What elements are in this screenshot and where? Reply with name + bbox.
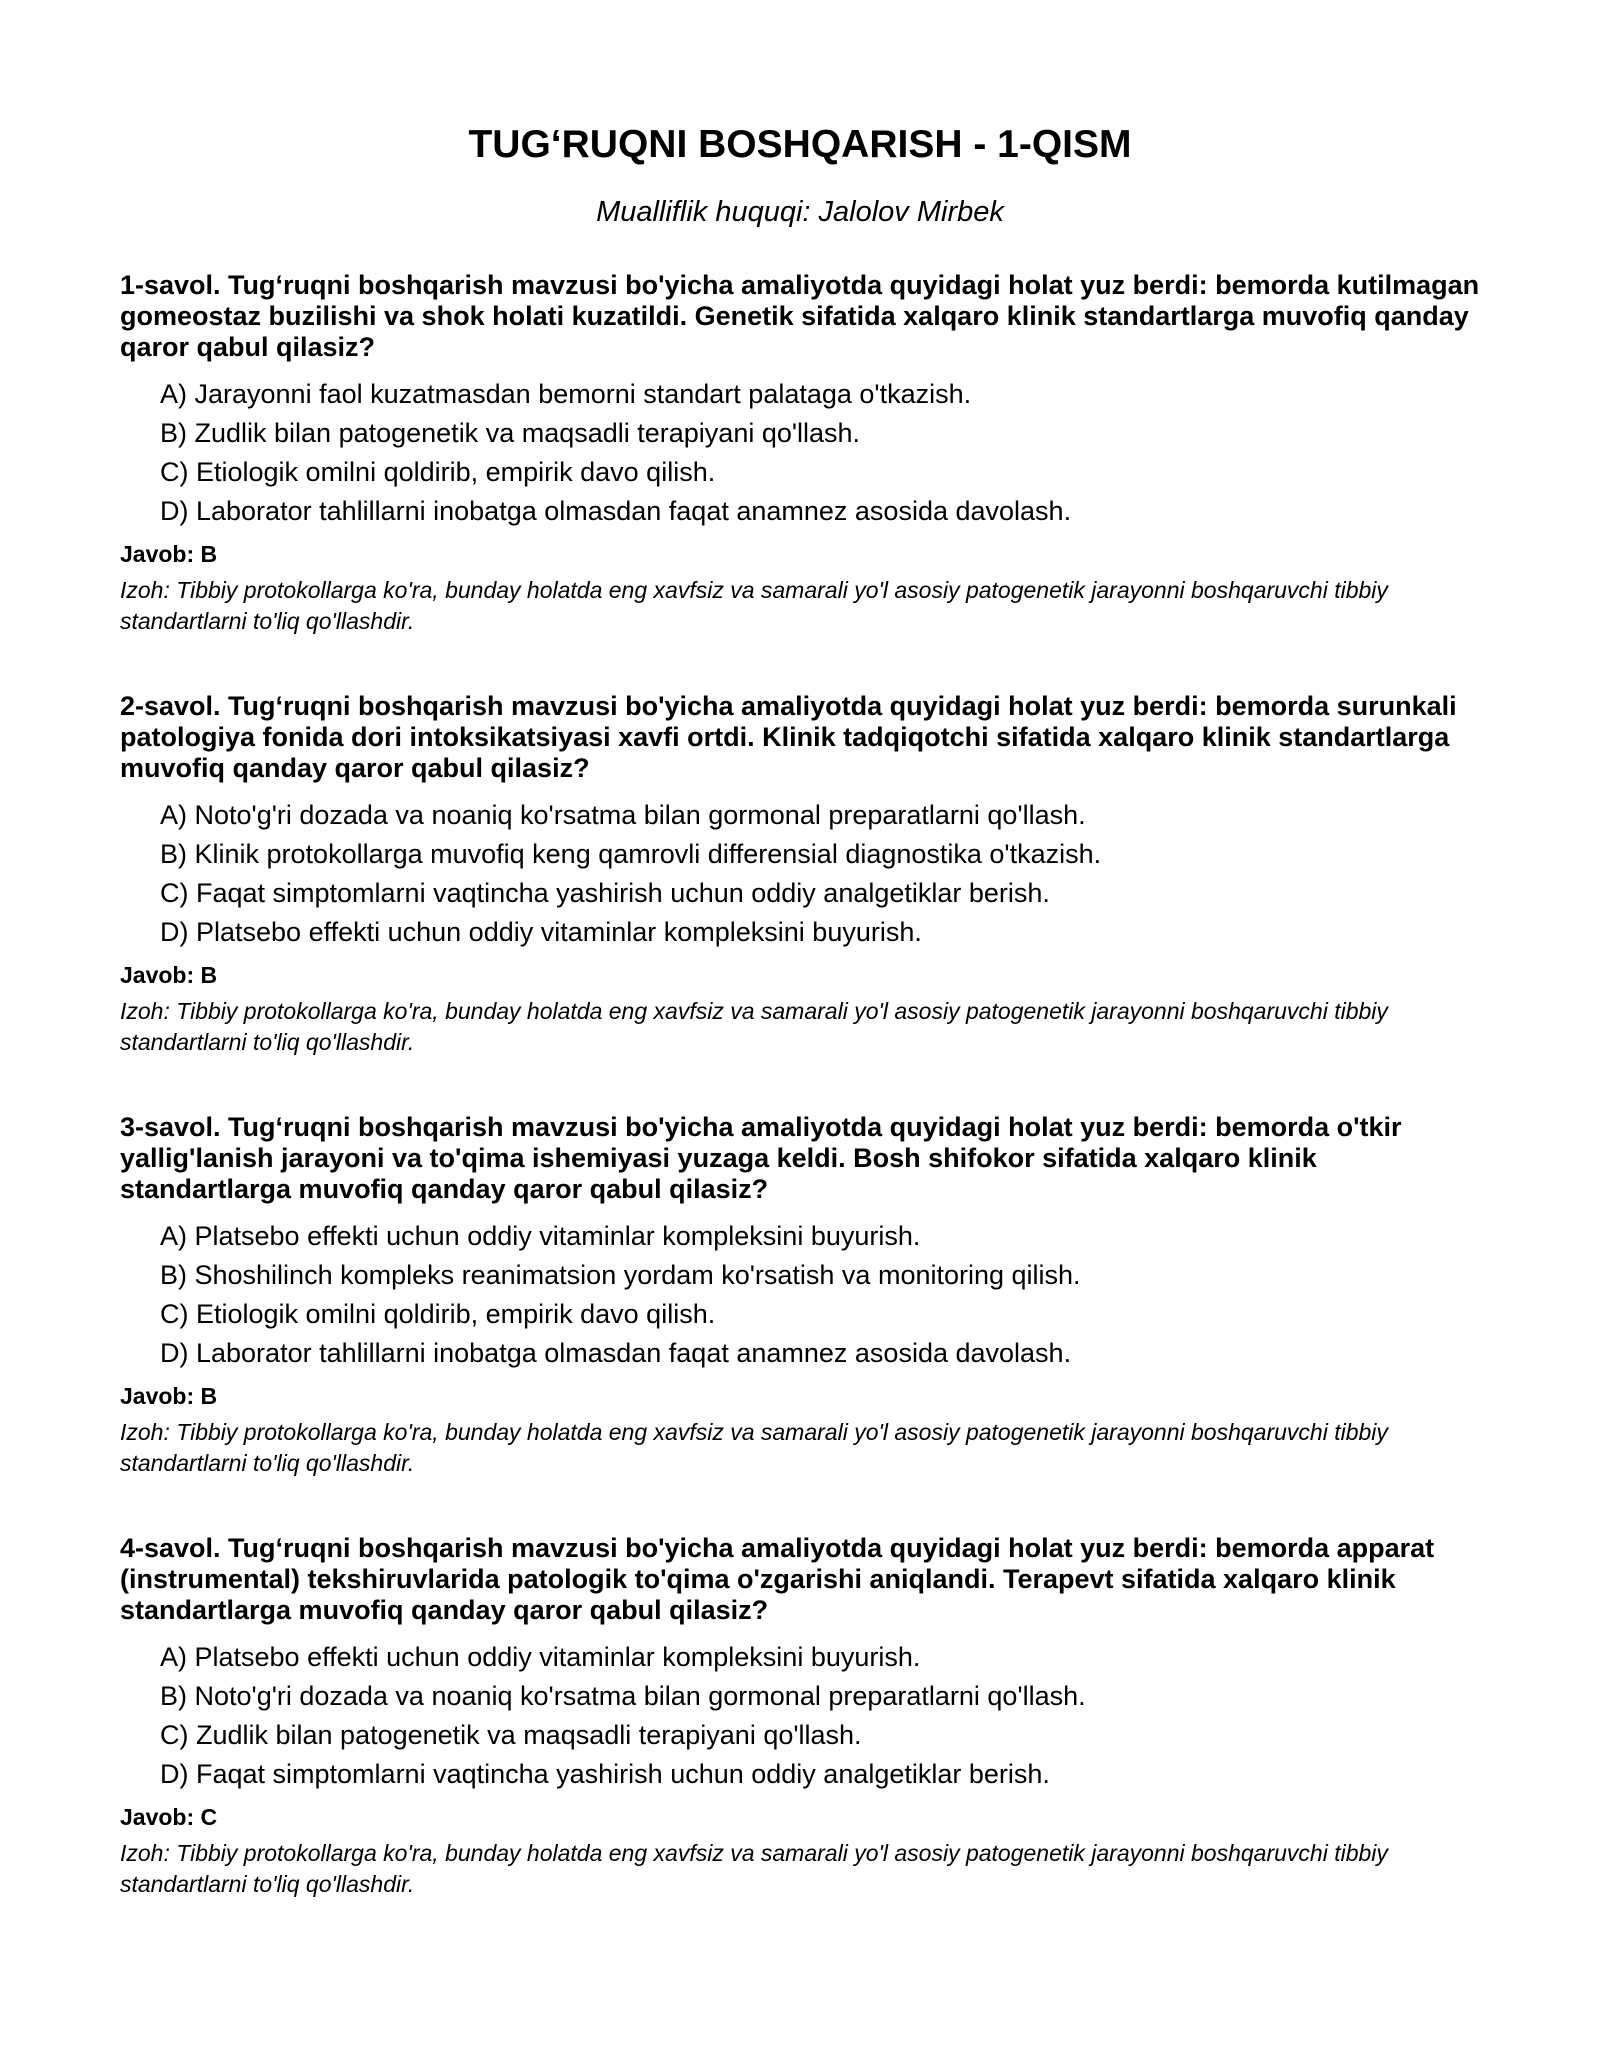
question-text: 1-savol. Tug‘ruqni boshqarish mavzusi bo'yicha amaliyotda quyidagi holat yuz berdi: bemorda kutilmagan gomeostaz buzilishi va shok holati kuzatildi. Genetik sifatida xalqaro klinik standartlarga muvofiq qanday qaror qabul qilasiz?	[120, 270, 1480, 362]
question-list	[120, 270, 1480, 1900]
question-3	[120, 1112, 1480, 1479]
option-a: A) Noto'g'ri dozada va noaniq ko'rsatma bilan gormonal preparatlarni qo'llash.	[160, 800, 1086, 830]
option-c: C) Etiologik omilni qoldirib, empirik davo qilish.	[160, 1299, 716, 1329]
option-d: D) Laborator tahlillarni inobatga olmasdan faqat anamnez asosida davolash.	[160, 1338, 1072, 1368]
answer-key: Javob: C	[120, 1804, 218, 1830]
option-b: B) Shoshilinch kompleks reanimatsion yordam ko'rsatish va monitoring qilish.	[160, 1260, 1081, 1290]
answer-options	[120, 1638, 1480, 1794]
answer-options	[120, 375, 1480, 531]
option-c: C) Faqat simptomlarni vaqtincha yashirish uchun oddiy analgetiklar berish.	[160, 878, 1050, 908]
explanation-note: Izoh: Tibbiy protokollarga ko'ra, bunday holatda eng xavfsiz va samarali yo'l asosiy patogenetik jarayonni boshqaruvchi tibbiy standartlarni to'liq qo'llashdir.	[120, 1840, 1388, 1897]
answer-key: Javob: B	[120, 962, 218, 988]
option-a: A) Platsebo effekti uchun oddiy vitaminlar kompleksini buyurish.	[160, 1642, 921, 1672]
option-c: C) Etiologik omilni qoldirib, empirik davo qilish.	[160, 457, 716, 487]
answer-key: Javob: B	[120, 541, 218, 567]
answer-options	[120, 796, 1480, 952]
option-a: A) Jarayonni faol kuzatmasdan bemorni standart palataga o'tkazish.	[160, 379, 972, 409]
option-b: B) Klinik protokollarga muvofiq keng qamrovli differensial diagnostika o'tkazish.	[160, 839, 1102, 869]
question-text: 3-savol. Tug‘ruqni boshqarish mavzusi bo'yicha amaliyotda quyidagi holat yuz berdi: bemorda o'tkir yallig'lanish jarayoni va to'qima ishemiyasi yuzaga keldi. Bosh shifokor sifatida xalqaro klinik standartlarga muvofiq qanday qaror qabul qilasiz?	[120, 1112, 1402, 1204]
question-text: 2-savol. Tug‘ruqni boshqarish mavzusi bo'yicha amaliyotda quyidagi holat yuz berdi: bemorda surunkali patologiya fonida dori intoksikatsiyasi xavfi ortdi. Klinik tadqiqotchi sifatida xalqaro klinik standartlarga muvofiq qanday qaror qabul qilasiz?	[120, 691, 1457, 783]
answer-options	[120, 1217, 1480, 1373]
option-b: B) Noto'g'ri dozada va noaniq ko'rsatma bilan gormonal preparatlarni qo'llash.	[160, 1681, 1086, 1711]
explanation-note: Izoh: Tibbiy protokollarga ko'ra, bunday holatda eng xavfsiz va samarali yo'l asosiy patogenetik jarayonni boshqaruvchi tibbiy standartlarni to'liq qo'llashdir.	[120, 577, 1388, 634]
option-d: D) Faqat simptomlarni vaqtincha yashirish uchun oddiy analgetiklar berish.	[160, 1759, 1050, 1789]
option-b: B) Zudlik bilan patogenetik va maqsadli terapiyani qo'llash.	[160, 418, 861, 448]
question-text: 4-savol. Tug‘ruqni boshqarish mavzusi bo'yicha amaliyotda quyidagi holat yuz berdi: bemorda apparat (instrumental) tekshiruvlarida patologik to'qima o'zgarishi aniqlandi. Terapevt sifatida xalqaro klinik standartlarga muvofiq qanday qaror qabul qilasiz?	[120, 1533, 1435, 1625]
copyright-subtitle: Mualliflik huquqi: Jalolov Mirbek	[596, 196, 1004, 228]
answer-key: Javob: B	[120, 1383, 218, 1409]
explanation-note: Izoh: Tibbiy protokollarga ko'ra, bunday holatda eng xavfsiz va samarali yo'l asosiy patogenetik jarayonni boshqaruvchi tibbiy standartlarni to'liq qo'llashdir.	[120, 1419, 1388, 1476]
page-title: TUG‘RUQNI BOSHQARISH - 1-QISM	[468, 123, 1132, 166]
question-1	[120, 270, 1480, 637]
option-a: A) Platsebo effekti uchun oddiy vitaminlar kompleksini buyurish.	[160, 1221, 921, 1251]
question-4	[120, 1533, 1480, 1900]
option-d: D) Laborator tahlillarni inobatga olmasdan faqat anamnez asosida davolash.	[160, 496, 1072, 526]
option-d: D) Platsebo effekti uchun oddiy vitaminlar kompleksini buyurish.	[160, 917, 922, 947]
explanation-note: Izoh: Tibbiy protokollarga ko'ra, bunday holatda eng xavfsiz va samarali yo'l asosiy patogenetik jarayonni boshqaruvchi tibbiy standartlarni to'liq qo'llashdir.	[120, 998, 1388, 1055]
option-c: C) Zudlik bilan patogenetik va maqsadli terapiyani qo'llash.	[160, 1720, 862, 1750]
question-2	[120, 691, 1480, 1058]
